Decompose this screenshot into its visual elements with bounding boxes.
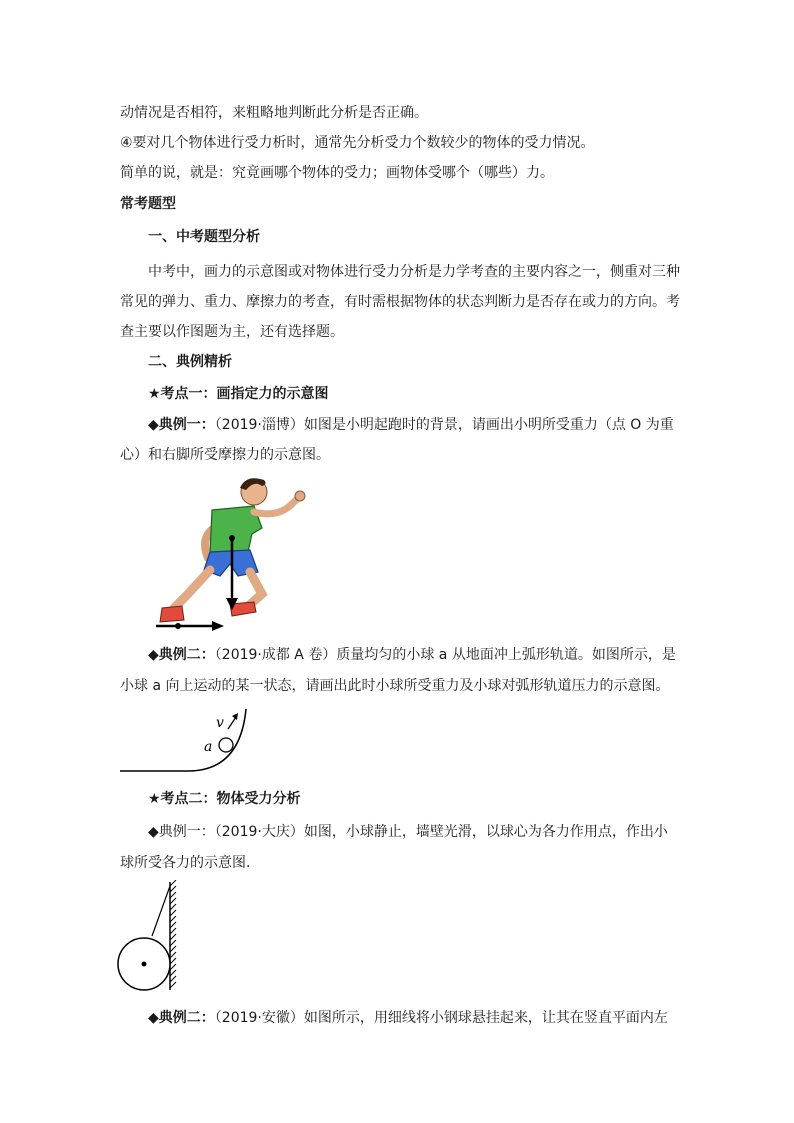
paragraph-line: ◆典例一：（2019·大庆）如图，小球静止，墙壁光滑，以球心为各力作用点，作出小 — [148, 824, 668, 840]
paragraph-line: 心）和右脚所受摩擦力的示意图。 — [120, 447, 330, 463]
example-text: （2019·安徽）如图所示，用细线将小钢球悬挂起来，让其在竖直平面内左 — [214, 1010, 668, 1026]
velocity-arrow — [228, 717, 236, 729]
example-label: ◆典例二： — [148, 647, 215, 663]
example-1 — [148, 415, 674, 435]
velocity-label: v — [216, 715, 224, 731]
example-2 — [148, 645, 676, 665]
paragraph-line: 球所受各力的示意图. — [120, 855, 251, 871]
paragraph-line: 常见的弹力、重力、摩擦力的考查，有时需根据物体的状态判断力是否存在或力的方向。考 — [120, 294, 680, 310]
heading-exam-analysis: 一、中考题型分析 — [148, 229, 260, 245]
paragraph-line: 小球 a 向上运动的某一状态，请画出此时小球所受重力及小球对弧形轨道压力的示意图。 — [120, 678, 670, 694]
runner-back-leg — [174, 570, 210, 608]
paragraph-line: 查主要以作图题为主，还有选择题。 — [120, 324, 344, 340]
ball-center-point — [142, 962, 147, 967]
example-label: ◆典例一： — [148, 417, 215, 433]
foot-contact-point — [175, 623, 181, 629]
hanging-string — [152, 886, 170, 936]
example-text: （2019·淄博）如图是小明起跑时的背景，请画出小明所受重力（点 O 为重 — [214, 417, 674, 433]
key-point-1: ★考点一：画指定力的示意图 — [148, 386, 329, 402]
paragraph-line: ④要对几个物体进行受力析时，通常先分析受力个数较少的物体的受力情况。 — [120, 135, 595, 151]
example-4 — [148, 1008, 668, 1028]
runner-figure — [150, 478, 320, 636]
runner-back-shoe — [160, 606, 184, 622]
example-text: （2019·成都 A 卷）质量均匀的小球 a 从地面冲上弧形轨道。如图所示，是 — [214, 647, 676, 663]
paragraph-line: 动情况是否相符，来粗略地判断此分析是否正确。 — [120, 105, 428, 121]
paragraph-line: 简单的说，就是：究竟画哪个物体的受力；画物体受哪个（哪些）力。 — [120, 165, 554, 181]
key-point-2: ★考点二：物体受力分析 — [148, 791, 301, 807]
center-of-gravity-point — [229, 535, 235, 541]
wall-hatching — [170, 880, 176, 988]
runner-hand — [295, 491, 305, 501]
ball-label: a — [204, 739, 213, 755]
heading-examples: 二、典例精析 — [148, 354, 232, 370]
arc-track-figure — [118, 705, 258, 775]
section-title: 常考题型 — [120, 196, 176, 212]
paragraph-line: 中考中，画力的示意图或对物体进行受力分析是力学考查的主要内容之一，侧重对三种 — [148, 264, 680, 280]
friction-arrowhead — [212, 621, 224, 631]
ball-wall-figure — [116, 880, 186, 992]
ball-a — [219, 738, 233, 752]
example-label: ◆典例二： — [148, 1010, 215, 1026]
